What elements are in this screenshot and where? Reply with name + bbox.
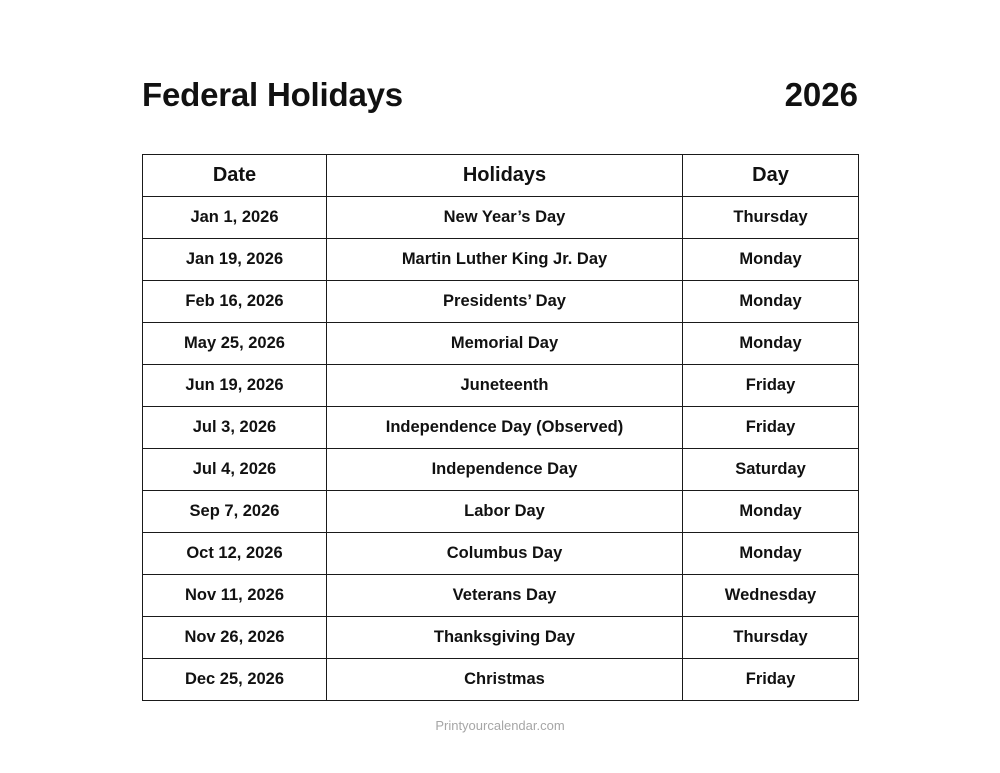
cell-date: Jun 19, 2026	[143, 365, 327, 407]
table-row	[143, 617, 859, 659]
table-row	[143, 365, 859, 407]
page-title: Federal Holidays	[142, 76, 403, 113]
cell-date: Feb 16, 2026	[143, 281, 327, 323]
cell-date: Oct 12, 2026	[143, 533, 327, 575]
table-row	[143, 197, 859, 239]
page-header	[142, 78, 858, 111]
table-row	[143, 239, 859, 281]
table-row	[143, 281, 859, 323]
cell-day: Friday	[683, 365, 859, 407]
cell-day: Monday	[683, 281, 859, 323]
holidays-table	[142, 154, 859, 701]
cell-day: Wednesday	[683, 575, 859, 617]
table-body	[143, 197, 859, 701]
table-header	[143, 155, 859, 197]
table-row	[143, 533, 859, 575]
year-label: 2026	[784, 76, 858, 113]
table-row	[143, 659, 859, 701]
cell-holiday: Columbus Day	[327, 533, 683, 575]
cell-holiday: New Year’s Day	[327, 197, 683, 239]
cell-date: Nov 26, 2026	[143, 617, 327, 659]
footer-credit: Printyourcalendar.com	[435, 718, 565, 733]
table-row	[143, 323, 859, 365]
table-row	[143, 449, 859, 491]
cell-holiday: Independence Day	[327, 449, 683, 491]
table-row	[143, 407, 859, 449]
cell-day: Thursday	[683, 197, 859, 239]
cell-holiday: Thanksgiving Day	[327, 617, 683, 659]
cell-day: Saturday	[683, 449, 859, 491]
table-header-row	[143, 155, 859, 197]
table-row	[143, 575, 859, 617]
cell-day: Friday	[683, 659, 859, 701]
cell-holiday: Labor Day	[327, 491, 683, 533]
cell-day: Monday	[683, 491, 859, 533]
cell-date: Sep 7, 2026	[143, 491, 327, 533]
cell-holiday: Independence Day (Observed)	[327, 407, 683, 449]
cell-date: Jul 3, 2026	[143, 407, 327, 449]
cell-holiday: Juneteenth	[327, 365, 683, 407]
cell-day: Monday	[683, 323, 859, 365]
cell-date: Nov 11, 2026	[143, 575, 327, 617]
cell-date: Jan 19, 2026	[143, 239, 327, 281]
cell-holiday: Memorial Day	[327, 323, 683, 365]
cell-holiday: Christmas	[327, 659, 683, 701]
cell-day: Thursday	[683, 617, 859, 659]
column-header-holidays: Holidays	[327, 155, 683, 197]
column-header-date: Date	[143, 155, 327, 197]
cell-date: Dec 25, 2026	[143, 659, 327, 701]
cell-date: Jan 1, 2026	[143, 197, 327, 239]
table-row	[143, 491, 859, 533]
column-header-day: Day	[683, 155, 859, 197]
cell-holiday: Martin Luther King Jr. Day	[327, 239, 683, 281]
cell-holiday: Presidents’ Day	[327, 281, 683, 323]
cell-day: Friday	[683, 407, 859, 449]
cell-day: Monday	[683, 239, 859, 281]
cell-date: May 25, 2026	[143, 323, 327, 365]
cell-day: Monday	[683, 533, 859, 575]
cell-holiday: Veterans Day	[327, 575, 683, 617]
cell-date: Jul 4, 2026	[143, 449, 327, 491]
holidays-table-container	[142, 154, 858, 701]
